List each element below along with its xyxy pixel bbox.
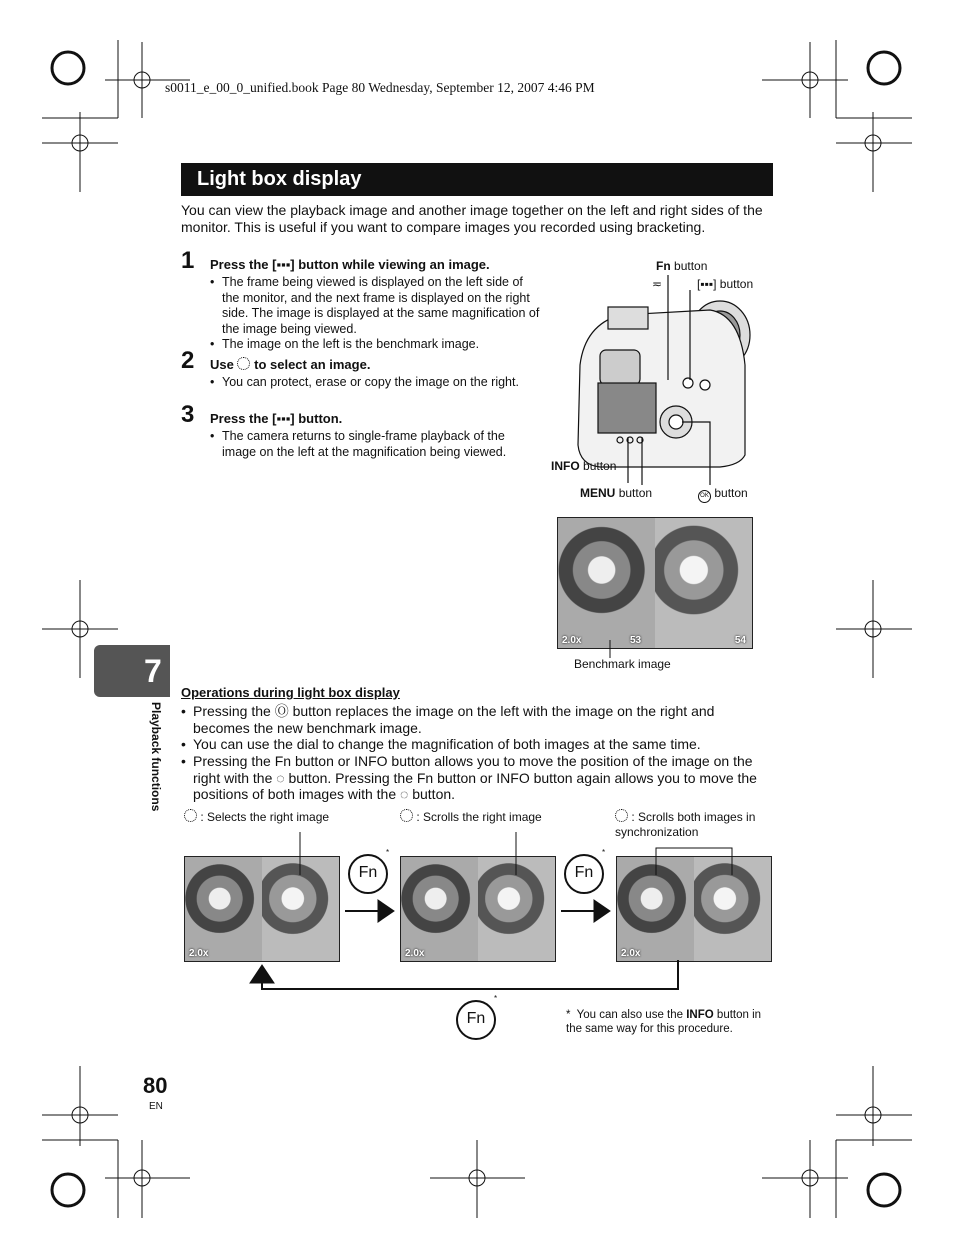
chapter-number: 7 [144, 653, 162, 689]
chapter-tab [94, 645, 170, 697]
operation-item-2: • You can use the dial to change the magnification of both images at the same time. [181, 736, 701, 752]
fn-button-label: Fn button [656, 259, 708, 273]
language-code: EN [149, 1101, 163, 1112]
page-number: 80 [143, 1073, 168, 1098]
asterisk-3: * [494, 994, 498, 1003]
step-2-number: 2 [181, 347, 195, 374]
operations-title: Operations during light box display [181, 685, 400, 700]
caption-selects: : Selects the right image [184, 809, 329, 824]
lightbox-preview-image: 2.0x 53 54 [557, 517, 753, 649]
step-1-bullet-2: • The image on the left is the benchmark image. [210, 337, 480, 351]
arrow-pad-icon [400, 809, 413, 822]
asterisk-1: * [386, 848, 390, 857]
asterisk-2: * [602, 848, 606, 857]
step-1-number: 1 [181, 247, 195, 274]
benchmark-caption: Benchmark image [574, 657, 671, 671]
section-title: Light box display [197, 168, 362, 190]
sequence-arrows [180, 830, 780, 1000]
step-2-bullet-1: • You can protect, erase or copy the image on the right. [210, 375, 519, 389]
fn-button-2: Fn [564, 854, 604, 894]
section-title-bar [181, 163, 773, 196]
step-3-number: 3 [181, 401, 195, 428]
step-1-text: Press the [▪▪▪] button while viewing an image. [210, 257, 490, 272]
fn-button-1: Fn [348, 854, 388, 894]
arrow-pad-icon [237, 357, 250, 370]
step-3-bullet-1: • The camera returns to single-frame playback of the image on the left at the magnification being viewed. [210, 429, 507, 459]
footnote: * You can also use the INFO button in the same way for this procedure. [566, 1009, 762, 1035]
lightbox-button-label: [▪▪▪] button [697, 277, 754, 291]
book-info-line: s0011_e_00_0_unified.book Page 80 Wednesday, September 12, 2007 4:46 PM [165, 80, 595, 95]
arrow-pad-icon [184, 809, 197, 822]
step-3-text: Press the [▪▪▪] button. [210, 411, 343, 426]
ok-button-label: OK button [698, 486, 748, 503]
sequence-image-3: 2.0x [616, 856, 772, 962]
dial-icon: ≂ [652, 277, 663, 291]
step-2-text: Use to select an image. [210, 357, 371, 372]
step-1-bullet-1: • The frame being viewed is displayed on the left side of the monitor, and the next frame is displayed on the right side. The image is displayed at the same magnification of the image being viewed. [210, 275, 540, 336]
arrow-pad-icon [615, 809, 628, 822]
menu-button-label: MENU button [580, 486, 653, 500]
caption-scrolls-both: : Scrolls both images in synchronization [615, 810, 756, 839]
caption-scrolls-right: : Scrolls the right image [400, 809, 542, 824]
operation-item-3: • Pressing the Fn button or INFO button allows you to move the position of the image on the right with the ◌ button. Pressing the Fn button or INFO button again allows you to move the positions of both images with the ◌ button. [181, 753, 757, 802]
info-button-label: INFO button [551, 459, 617, 473]
chapter-label: Playback functions [149, 702, 163, 812]
intro-paragraph: You can view the playback image and another image together on the left and right sides of the monitor. This is useful if you want to compare images you recorded using bracketing. [181, 202, 763, 235]
operation-item-1: • Pressing the Ⓞ button replaces the image on the left with the image on the right and becomes the new benchmark image. [181, 703, 715, 736]
sequence-image-1: 2.0x [184, 856, 340, 962]
sequence-image-2: 2.0x [400, 856, 556, 962]
fn-button-3: Fn [456, 1000, 496, 1040]
ok-icon: OK [698, 490, 711, 503]
